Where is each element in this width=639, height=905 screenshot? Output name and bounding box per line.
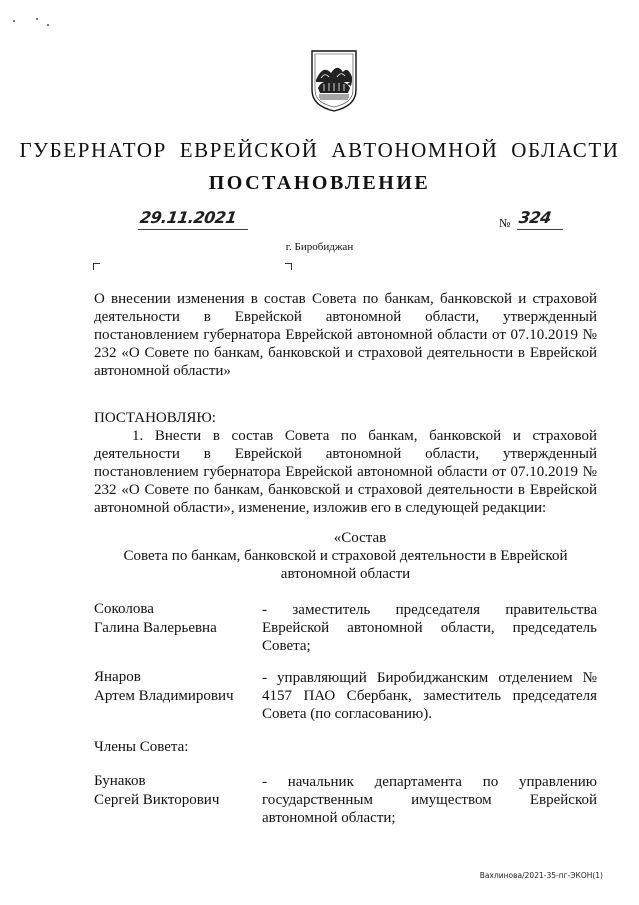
coat-of-arms-icon — [311, 46, 357, 112]
decree-word: ПОСТАНОВЛЯЮ: — [94, 410, 216, 426]
member-given-name: Галина Валерьевна — [94, 620, 217, 636]
composition-title-line-1: Совета по банкам, банковской и страховой деятельности в Еврейской — [123, 548, 568, 564]
member-role: - заместитель председателя правительства Еврейской автономной области, председатель Совета; — [262, 602, 597, 654]
subject-corner-right — [285, 263, 292, 270]
members-header: Члены Совета: — [94, 739, 189, 755]
member-role: - начальник департамента по управлению государственным имуществом Еврейской автономной области; — [262, 774, 597, 826]
footer-reference: Вахлинова/2021-35-пг-ЭКОН(1) — [479, 871, 603, 880]
member-surname: Янаров — [94, 669, 141, 685]
member-surname: Бунаков — [94, 773, 146, 789]
member-role: - управляющий Биробиджанским отделением № 4157 ПАО Сбербанк, заместитель председателя Совета (по согласованию). — [262, 670, 597, 722]
member-given-name: Артем Владимирович — [94, 688, 234, 704]
member-given-name: Сергей Викторович — [94, 792, 220, 808]
handwritten-number: 324 — [517, 208, 553, 227]
number-sign: № — [499, 216, 511, 230]
scan-speck — [13, 20, 15, 22]
decree-item-1: 1. Внести в состав Совета по банкам, банковской и страховой деятельности в Еврейской автономной области, утвержденный постановлением губернатора Еврейской автономной области от 07.10.2019 № 232 «О Совете по банкам, банковской и страховой деятельности в Еврейской автономной области», изменение, изложив его в следующей редакции: — [94, 428, 597, 516]
scan-speck — [36, 18, 38, 20]
city-line: г. Биробиджан — [285, 241, 354, 253]
date-underline — [138, 229, 248, 230]
composition-heading: «Состав — [333, 530, 387, 546]
handwritten-date: 29.11.2021 — [138, 208, 238, 227]
document-type-title: ПОСТАНОВЛЕНИЕ — [208, 172, 431, 194]
scan-speck — [47, 24, 49, 26]
number-underline — [517, 229, 563, 230]
member-surname: Соколова — [94, 601, 154, 617]
document-subject: О внесении изменения в состав Совета по банкам, банковской и страховой деятельности в Еврейской автономной области, утвержденный постановлением губернатора Еврейской автономной области от 07.10.2019 № 232 «О Совете по банкам, банковской и страховой деятельности в Еврейской автономной области» — [94, 291, 597, 379]
subject-corner-left — [93, 263, 100, 270]
issuer-title: ГУБЕРНАТОР ЕВРЕЙСКОЙ АВТОНОМНОЙ ОБЛАСТИ — [19, 138, 620, 162]
composition-title-line-2: автономной области — [280, 566, 411, 582]
